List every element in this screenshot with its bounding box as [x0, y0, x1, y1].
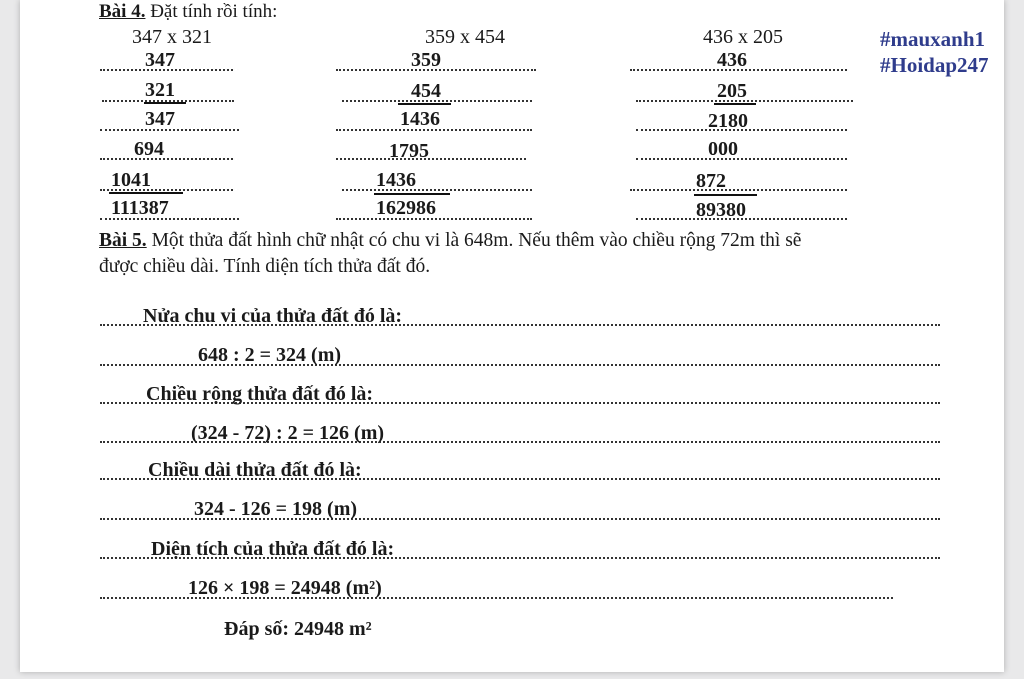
bai4-heading — [99, 1, 277, 23]
calc-2-multiplier: 454 — [411, 80, 441, 102]
tag-hoidap247: #Hoidap247 — [880, 53, 989, 77]
bai5-label: Bài 5. — [99, 230, 147, 251]
step-width-title: Chiều rộng thửa đất đó là: — [146, 383, 374, 405]
calc-3-rule — [714, 103, 756, 105]
dotted-line — [342, 189, 532, 191]
dotted-line — [636, 158, 847, 160]
calc-3-partial-2: 000 — [708, 138, 738, 160]
dotted-line — [336, 158, 526, 160]
worksheet-page — [20, 0, 1004, 672]
calc-2-partial-1: 1436 — [400, 108, 440, 130]
calc-2-rule — [374, 193, 450, 195]
calc-2-partial-2: 1795 — [389, 140, 429, 162]
step-area-calc: 126 × 198 = 24948 (m²) — [188, 577, 382, 599]
bai4-expression-3: 436 x 205 — [703, 26, 783, 48]
calc-3-rule — [694, 194, 757, 196]
step-length-title: Chiều dài thửa đất đó là: — [148, 459, 362, 481]
calc-1-rule — [109, 192, 183, 194]
calc-2-partial-3: 1436 — [376, 169, 416, 191]
calc-2-rule — [398, 103, 451, 105]
calc-1-partial-1: 347 — [145, 108, 175, 130]
calc-1-multiplicand: 347 — [145, 49, 175, 71]
step-half-perimeter-title: Nửa chu vi của thửa đất đó là: — [143, 305, 403, 327]
calc-1-partial-3: 1041 — [111, 169, 151, 191]
step-length-calc: 324 - 126 = 198 (m) — [194, 498, 358, 520]
dotted-line — [100, 158, 233, 160]
calc-3-multiplier: 205 — [717, 80, 747, 102]
calc-3-product: 89380 — [696, 199, 746, 221]
calc-1-partial-2: 694 — [134, 138, 164, 160]
step-half-perimeter-calc: 648 : 2 = 324 (m) — [198, 344, 342, 366]
calc-2-multiplicand: 359 — [411, 49, 441, 71]
dotted-line — [630, 189, 847, 191]
final-answer: Đáp số: 24948 m² — [224, 618, 372, 640]
tag-mauxanh1: #mauxanh1 — [880, 27, 986, 51]
calc-3-partial-3: 872 — [696, 170, 726, 192]
bai4-expression-2: 359 x 454 — [425, 26, 505, 48]
bai5-problem-line-1 — [99, 230, 801, 252]
bai4-label: Bài 4. — [99, 1, 146, 22]
bai5-problem-line-2: được chiều dài. Tính diện tích thửa đất đó. — [99, 256, 431, 277]
bai4-expression-1: 347 x 321 — [132, 26, 212, 48]
bai5-problem-text: Một thửa đất hình chữ nhật có chu vi là 648m. Nếu thêm vào chiều rộng 72m thì sẽ — [151, 230, 802, 251]
calc-3-partial-1: 2180 — [708, 110, 748, 132]
calc-1-multiplier: 321 — [145, 79, 175, 101]
calc-1-rule — [144, 102, 186, 104]
calc-3-multiplicand: 436 — [717, 49, 747, 71]
bai4-instruction: Đặt tính rồi tính: — [150, 1, 278, 22]
step-width-calc: (324 - 72) : 2 = 126 (m) — [191, 422, 385, 444]
calc-1-product: 111387 — [111, 197, 169, 219]
step-area-title: Diện tích của thửa đất đó là: — [151, 538, 395, 560]
calc-2-product: 162986 — [376, 197, 436, 219]
